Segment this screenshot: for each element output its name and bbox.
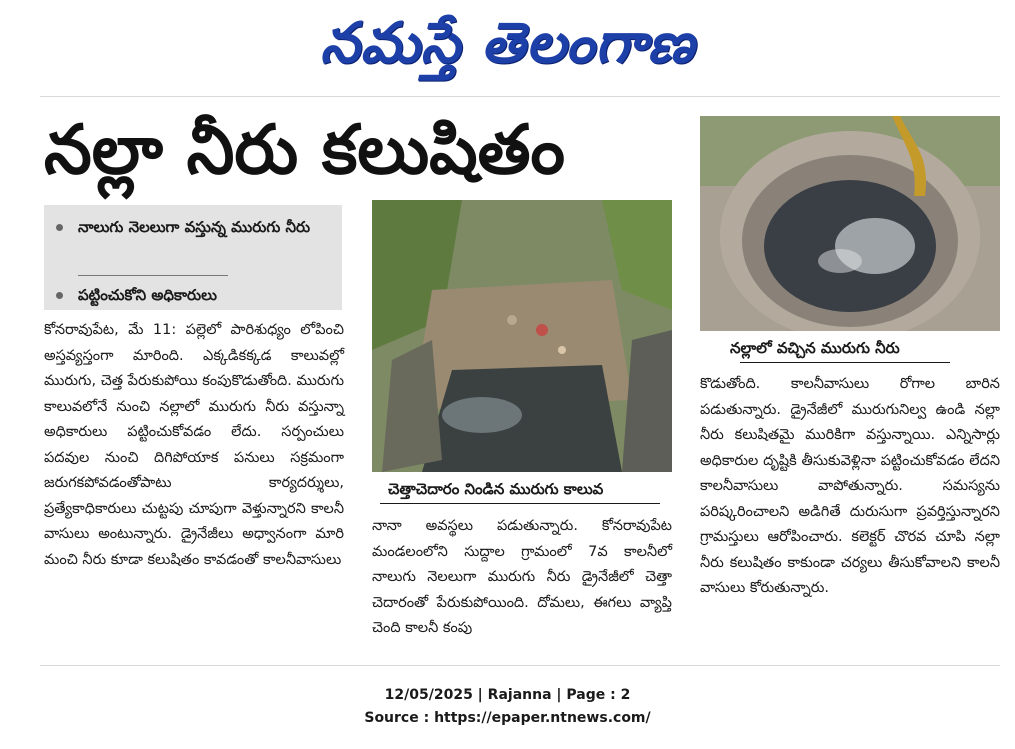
- body-text: కోనరావుపేట, మే 11: పల్లెలో పారిశుధ్యం లోపించి అస్తవ్యస్తంగా మారింది. ఎక్కడికక్కడ కాలువల్లో మురుగు, చెత్త పేరుకుపోయి కంపుకొడుతోంది. మురుగు కాలువలోనే నుంచి నల్లాలో మురుగు నీరు వస్తున్నా అధికారులు పట్టించుకోవడం లేదు. సర్పంచులు పదవుల నుంచి దిగిపోయాక పనులు సక్రమంగా జరుగకపోవడంతోపాటు కార్యదర్శులు, ప్రత్యేకాధికారులు చుట్టపు చూపుగా వెళ్తున్నారని కాలనీ వాసులు అంటున్నారు. డ్రైనేజీలు అధ్వానంగా మారి మంచి నీరు కూడా కలుషితం కావడంతో కాలనీవాసులు: [44, 322, 344, 568]
- article-column-3: [700, 372, 1000, 660]
- source-link[interactable]: Source : https://epaper.ntnews.com/: [364, 710, 651, 726]
- article-headline: నల్లా నీరు కలుషితం: [44, 111, 565, 190]
- masthead: [0, 4, 1015, 84]
- bullet-dot-icon: [56, 224, 63, 231]
- article-column-1: [44, 318, 344, 660]
- edition-info: 12/05/2025 | Rajanna | Page : 2: [384, 687, 631, 703]
- drain-photo: [372, 200, 672, 472]
- bullet-dot-icon: [56, 292, 63, 299]
- caption-underline: [380, 503, 660, 504]
- photo-caption: చెత్తాచెదారం నిండిన మురుగు కాలువ: [378, 478, 678, 502]
- body-text: నానా అవస్థలు పడుతున్నారు. కోనరావుపేట మండలంలోని సుద్దాల గ్రామంలో 7వ కాలనీలో నాలుగు నెలలుగా మురుగు నీరు డ్రైనేజీలో చెత్తా చెదారంతో పేరుకుపోయింది. దోమలు, ఈగలు వ్యాప్తి చెంది కాలనీ కంపు: [372, 518, 672, 636]
- subheading-bullet: [54, 283, 334, 309]
- subheading-bullet: [54, 215, 334, 267]
- subheading-text: నాలుగు నెలలుగా వస్తున్న మురుగు నీరు: [78, 218, 311, 236]
- subheading-text: పట్టించుకోని అధికారులు: [78, 286, 217, 304]
- drain-photo-illustration: [372, 200, 672, 472]
- body-text: కొడుతోంది. కాలనీవాసులు రోగాల బారిన పడుతున్నారు. డ్రైనేజీలో మురుగునిల్వ ఉండి నల్లా నీరు కలుషితమై మురికిగా వస్తున్నాయి. ఎన్నిసార్లు అధికారుల దృష్టికి తీసుకువెళ్లినా పట్టించుకోవడం లేదని కాలనీవాసులు వాపోతున్నారు. సమస్యను పరిష్కరించాలని అడిగితే దురుసుగా ప్రవర్తిస్తున్నారని గ్రామస్తులు ఆరోపించారు. కలెక్టర్ చొరవ చూపి నల్లా నీరు కలుషితం కాకుండా చర్యలు తీసుకోవాలని కాలనీ వాసులు కోరుతున్నారు.: [700, 376, 1000, 596]
- tap-water-illustration: [700, 116, 1000, 331]
- footer-divider: [40, 665, 1000, 666]
- newspaper-logo: నమస్తే తెలంగాణ: [320, 11, 695, 76]
- header-divider: [40, 96, 1000, 97]
- caption-underline: [740, 362, 950, 363]
- photo-caption: నల్లాలో వచ్చిన మురుగు నీరు: [730, 337, 980, 361]
- tap-water-photo: [700, 116, 1000, 331]
- article-column-2: [372, 514, 672, 660]
- subheading-box: [44, 205, 342, 310]
- bullet-divider: [78, 275, 228, 276]
